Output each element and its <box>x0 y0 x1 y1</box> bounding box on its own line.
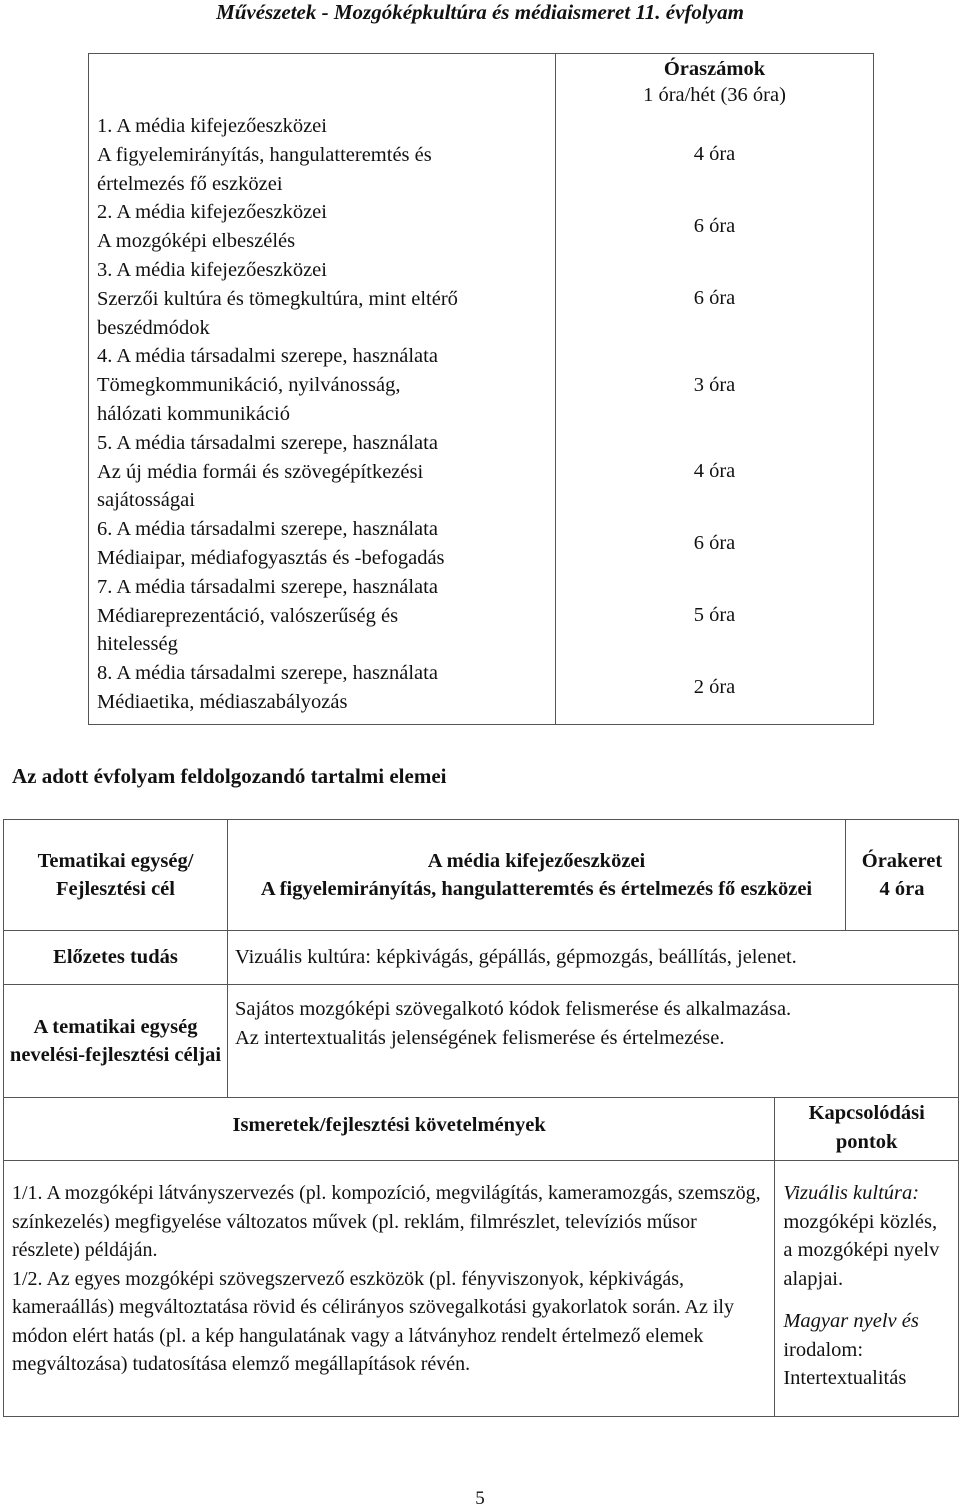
requirements-head: Ismeretek/fejlesztési követelmények <box>4 1098 775 1161</box>
link2-text: irodalom: Intertextualitás <box>783 1338 907 1389</box>
links-head: Kapcsolódási pontok <box>775 1098 959 1161</box>
section-title: Az adott évfolyam feldolgozandó tartalmi elemei <box>12 764 447 788</box>
topic-line: Médiaetika, médiaszabályozás <box>97 690 348 713</box>
topic-hours: 3 óra <box>693 373 736 396</box>
topic-item <box>97 515 547 573</box>
topic-item <box>97 573 547 659</box>
hours-cell <box>556 54 874 725</box>
topic-line: 1. A média kifejezőeszközei <box>97 115 327 137</box>
topic-line: 4. A média társadalmi szerepe, használata <box>97 345 438 368</box>
topic-line: A figyelemirányítás, hangulatteremtés és <box>97 143 432 166</box>
link1-text: mozgóképi közlés, a mozgóképi nyelv alapjai. <box>783 1210 940 1290</box>
topic-hours: 4 óra <box>693 460 736 482</box>
requirement-2: 1/2. Az egyes mozgóképi szövegszervező eszközök (pl. fényviszonyok, képkivágás, kameraállás) megváltoztatása rövid és célirányos szövegalkotási gyakorlatok során. Az ily módon elért hatás (pl. a kép hangulatának vagy a látványhoz rendelt értelmező elemek megváltozása) tudatosítása elemző megállapítások révén. <box>12 1267 734 1375</box>
goals-text <box>228 985 959 1098</box>
hours-title: Óraszámok <box>663 58 766 80</box>
topic-item <box>97 342 547 428</box>
unit-title-line1: A média kifejezőeszközei <box>427 849 646 872</box>
topic-line: sajátosságai <box>97 489 195 512</box>
topic-hours: 6 óra <box>693 287 736 310</box>
unit-label: Tematikai egység/ Fejlesztési cél <box>4 820 228 931</box>
hours-overview-table <box>88 53 874 725</box>
prior-text: Vizuális kultúra: képkivágás, gépállás, gépmozgás, beállítás, jelenet. <box>228 931 959 985</box>
frame-label: Órakeret <box>861 849 943 872</box>
topic-line: 8. A média társadalmi szerepe, használata <box>97 662 438 685</box>
topic-item <box>97 256 547 342</box>
topic-hours: 5 óra <box>693 604 736 626</box>
page-title: Művészetek - Mozgóképkultúra és médiaismeret 11. évfolyam <box>216 0 744 24</box>
prior-label: Előzetes tudás <box>4 931 228 985</box>
requirements-text <box>4 1161 775 1417</box>
frame-cell <box>846 820 959 931</box>
topic-line: 5. A média társadalmi szerepe, használata <box>97 431 438 454</box>
topic-item <box>97 659 547 717</box>
topic-line: 6. A média társadalmi szerepe, használata <box>97 518 438 541</box>
topic-line: 3. A média kifejezőeszközei <box>97 258 327 281</box>
unit-table <box>3 819 959 1417</box>
topic-item <box>97 112 547 198</box>
topic-line: Médiaipar, médiafogyasztás és -befogadás <box>97 546 445 569</box>
goals-line2: Az intertextualitás jelenségének felismerése és értelmezése. <box>235 1026 725 1049</box>
topics-cell <box>89 54 556 725</box>
unit-title-line2: A figyelemirányítás, hangulatteremtés és értelmezés fő eszközei <box>260 878 813 900</box>
topic-line: A mozgóképi elbeszélés <box>97 230 296 253</box>
topic-hours: 6 óra <box>693 532 736 554</box>
topic-line: Az új média formái és szövegépítkezési <box>97 460 424 483</box>
hours-subtitle: 1 óra/hét (36 óra) <box>643 84 786 106</box>
topic-line: beszédmódok <box>97 316 210 339</box>
topic-hours: 2 óra <box>693 676 736 698</box>
topic-line: hálózati kommunikáció <box>97 402 290 425</box>
topic-item <box>97 429 547 515</box>
topic-line: Tömegkommunikáció, nyilvánosság, <box>97 374 401 397</box>
link1-title: Vizuális kultúra: <box>783 1182 920 1204</box>
requirement-1: 1/1. A mozgóképi látványszervezés (pl. kompozíció, megvilágítás, kameramozgás, szemszög, színkezelés) megfigyelése változatos művek (pl. reklám, filmrészlet, televíziós műsor részlete) példáján. <box>12 1182 761 1261</box>
topic-line: hitelesség <box>97 633 178 656</box>
unit-title <box>228 820 846 931</box>
topic-line: 2. A média kifejezőeszközei <box>97 201 327 224</box>
frame-value: 4 óra <box>879 878 925 900</box>
link2-title: Magyar nyelv és <box>783 1310 919 1332</box>
topic-hours: 6 óra <box>693 215 736 238</box>
topic-line: Szerzői kultúra és tömegkultúra, mint eltérő <box>97 287 458 310</box>
topic-item <box>97 198 547 256</box>
page-number: 5 <box>475 1488 485 1509</box>
topic-line: Médiareprezentáció, valószerűség és <box>97 604 399 627</box>
topic-line: 7. A média társadalmi szerepe, használata <box>97 575 438 598</box>
topic-hours: 4 óra <box>693 143 736 166</box>
topic-line: értelmezés fő eszközei <box>97 172 283 195</box>
goals-line1: Sajátos mozgóképi szövegalkotó kódok felismerése és alkalmazása. <box>235 998 792 1020</box>
goals-label: A tematikai egység nevelési-fejlesztési céljai <box>4 985 228 1098</box>
links-text <box>775 1161 959 1417</box>
